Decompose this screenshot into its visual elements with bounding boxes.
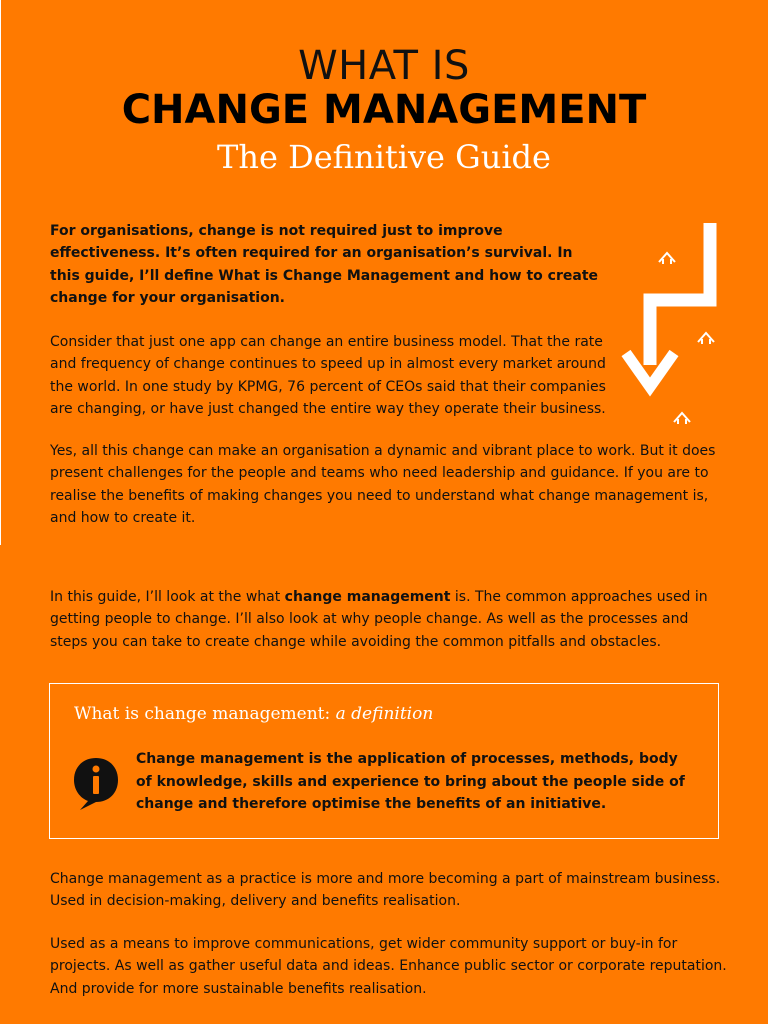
- paragraph-app-change: Consider that just one app can change an entire business model. That the rate and frequency of change continues to speed up in almost every market around the world. In one study by KPMG, 76 percent of CEOs said that their companies are changing, or have just changed the entire way they operate their business.: [50, 334, 606, 417]
- title-definitive-guide: The Definitive Guide: [217, 138, 551, 176]
- definition-title-italic: a definition: [335, 704, 434, 724]
- small-up-arrow-icon: [674, 413, 690, 424]
- paragraph-dynamic-place: Yes, all this change can make an organisation a dynamic and vibrant place to work. But it does present challenges for the people and teams who need leadership and guidance. If you are to realise the benefits of making changes you need to understand what change management is, and how to create it.: [50, 443, 716, 526]
- p4-text-after: is. The common approaches used in getting people to change. I’ll also look at why people change. As well as the processes and steps you can take to create change while avoiding the common pitfalls and obstacles.: [50, 589, 708, 650]
- p4-text-before: In this guide, I’ll look at the what: [50, 589, 285, 605]
- small-up-arrow-icon: [659, 253, 675, 264]
- paragraph-guide-overview: [50, 586, 730, 653]
- definition-box: [49, 683, 719, 839]
- definition-title-text: What is change management:: [74, 704, 336, 724]
- p4-bold-term: change management: [284, 589, 451, 605]
- paragraph-communications: Used as a means to improve communications, get wider community support or buy-in for projects. As well as gather useful data and ideas. Enhance public sector or corporate reputation. And provide for more sustainable benefits realisation.: [50, 936, 727, 997]
- arrow-path-down-icon: [610, 215, 750, 435]
- definition-text: Change management is the application of processes, methods, body of knowledge, skills and experience to bring about the people side of change and therefore optimise the benefits of an initiative.: [136, 751, 685, 812]
- definition-title: [74, 704, 433, 724]
- info-speech-bubble-icon: [72, 756, 120, 812]
- small-up-arrow-icon: [698, 333, 714, 344]
- title-change-management: CHANGE MANAGEMENT: [121, 87, 647, 133]
- paragraph-practice: Change management as a practice is more and more becoming a part of mainstream business. Used in decision-making, delivery and benefits realisation.: [50, 871, 721, 910]
- title-what-is: WHAT IS: [298, 43, 470, 89]
- intro-paragraph: For organisations, change is not required just to improve effectiveness. It’s often required for an organisation’s survival. In this guide, I’ll define What is Change Management and how to create change for your organisation.: [50, 223, 599, 306]
